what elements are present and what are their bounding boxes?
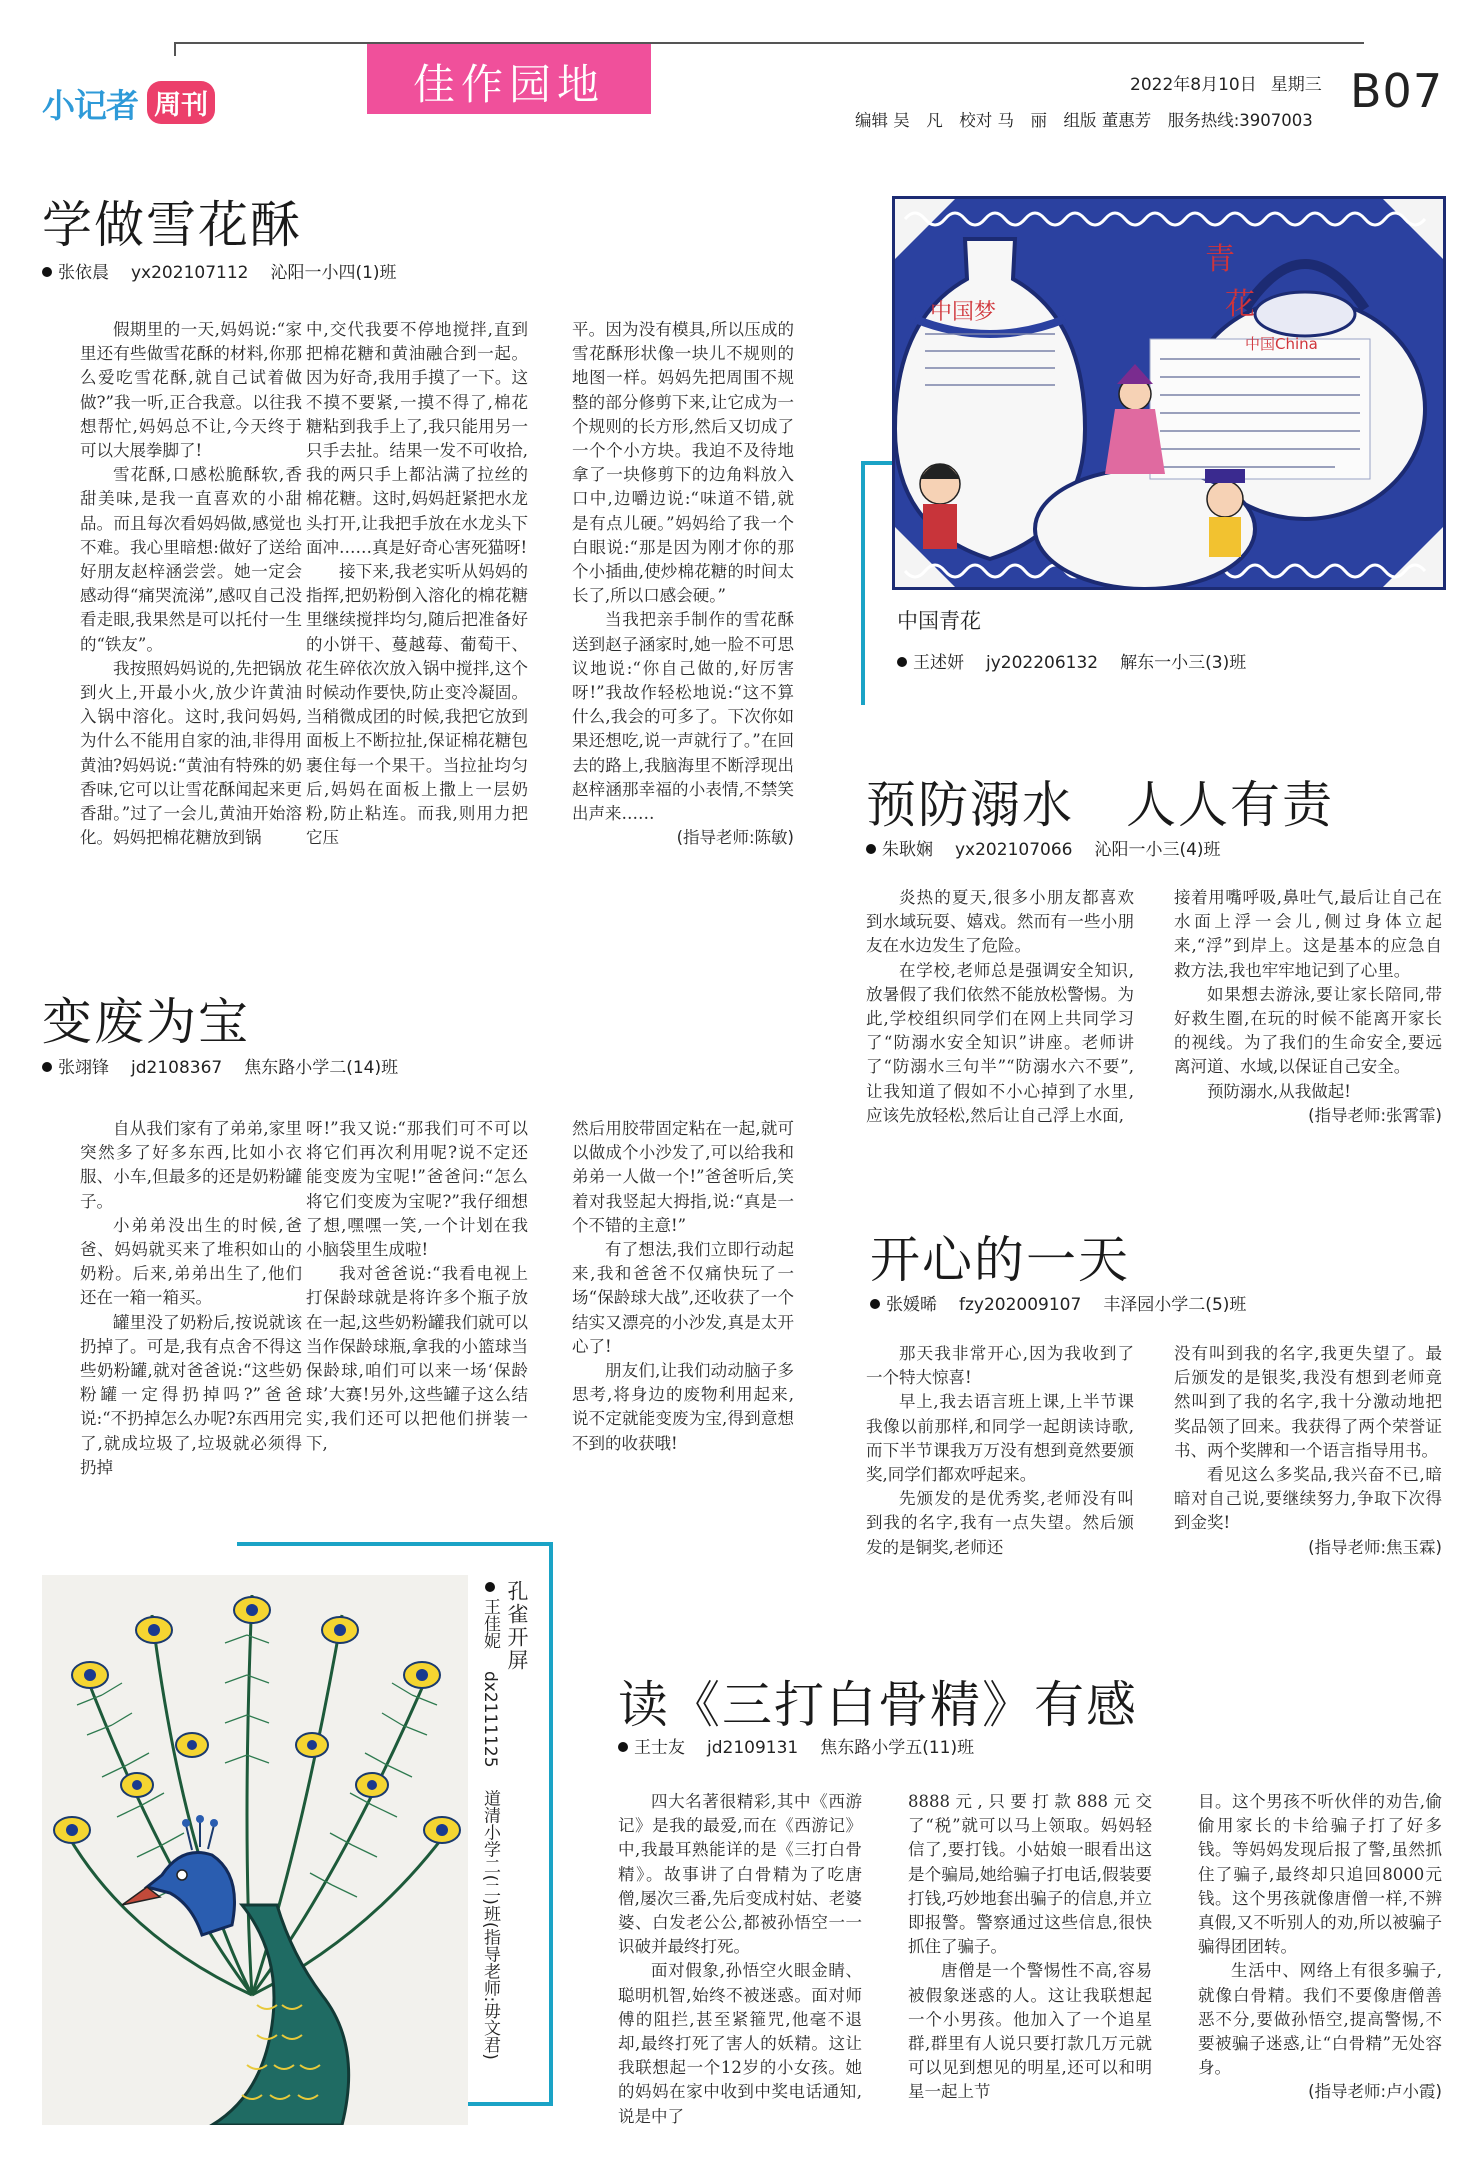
author-school: 沁阳一小三(4)班 — [1094, 840, 1221, 860]
paragraph: 唐僧是一个警惕性不高,容易被假象迷惑的人。这让我联想起一个小男孩。他加入了一个追星群,群里有人说只要打款几万元就可以见到想见的明星,还可以和明星一起上节 — [908, 1961, 1152, 2102]
bullet-dot — [866, 844, 876, 854]
author-id: jy202206132 — [986, 653, 1099, 673]
bullet-dot — [42, 267, 52, 277]
logo-text: 小记者 — [42, 86, 138, 125]
teacher-credit: (指导老师:卢小霞) — [1308, 2082, 1442, 2102]
paragraph: 接下来,我老实听从妈妈的指挥,把奶粉倒入溶化的棉花糖里继续搅拌均匀,随后把准备好的小饼干、蔓越莓、葡萄干、花生碎依次放入锅中搅拌,这个时候动作要快,防止变冷凝固。当稍微成团的时候,我把它放到面板上不断拉扯,保证棉花糖包裹住每一个果干。当拉扯均匀后,妈妈在面板上撒上一层奶粉,防止粘连。而我,则用力把它压 — [306, 562, 528, 848]
art-label-zhongguomeng: 中国梦 — [930, 300, 997, 325]
paragraph: 然后用胶带固定粘在一起,就可以做成个小沙发了,可以给我和弟弟一人做一个!”爸爸听后,笑着对我竖起大拇指,说:“真是一个不错的主意!” — [572, 1119, 794, 1235]
article-title: 学做雪花酥 — [42, 196, 302, 254]
author-school: 丰泽园小学二(5)班 — [1103, 1295, 1247, 1315]
article-title: 变废为宝 — [42, 993, 250, 1051]
article-byline — [618, 1733, 974, 1758]
author-id: fzy202009107 — [959, 1295, 1082, 1315]
paragraph: 8888元,只要打款888元交了“税”就可以马上领取。妈妈轻信了,要打钱。小姑娘一眼看出这是个骗局,她给骗子打电话,假装要打钱,巧妙地套出骗子的信息,并立即报警。警察通过这些信息,很快抓住了骗子。 — [908, 1792, 1152, 1957]
article-column — [866, 1342, 1134, 1560]
author-id: jd2108367 — [131, 1058, 223, 1078]
article-byline — [42, 258, 397, 283]
author-school: 焦东路小学二(14)班 — [244, 1058, 399, 1078]
paragraph: 先颁发的是优秀奖,老师没有叫到我的名字,我有一点失望。然后颁发的是铜奖,老师还 — [866, 1489, 1134, 1557]
author-school: 焦东路小学五(11)班 — [820, 1738, 975, 1758]
paragraph: 我按照妈妈说的,先把锅放到火上,开最小火,放少许黄油入锅中溶化。这时,我问妈妈,为什么不能用自家的油,非得用黄油?妈妈说:“黄油有特殊的奶香味,它可以让雪花酥闻起来更香甜。”过了一会儿,黄油开始溶化。妈妈把棉花糖放到锅 — [80, 658, 302, 848]
paragraph: 平。因为没有模具,所以压成的雪花酥形状像一块儿不规则的地图一样。妈妈先把周围不规整的部分修剪下来,让它成为一个规则的长方形,然后又切成了一个个小方块。我迫不及待地拿了一块修剪下的边角料放入口中,边嚼边说:“味道不错,就是有点儿硬。”妈妈给了我一个白眼说:“那是因为刚才你的那个小插曲,使炒棉花糖的时间太长了,所以口感会硬。” — [572, 320, 794, 606]
article-column — [1174, 1342, 1442, 1560]
porcelain-drawing — [895, 199, 1443, 587]
author-name: 张依晨 — [58, 263, 109, 283]
artwork-byline — [478, 1582, 503, 2060]
paragraph: 接着用嘴呼吸,鼻吐气,最后让自己在水面上浮一会儿,侧过身体立起来,“浮”到岸上。这是基本的应急自救方法,我也牢牢地记到了心里。 — [1174, 888, 1442, 980]
author-name: 王佳妮 — [480, 1598, 500, 1649]
bullet-dot — [618, 1742, 628, 1752]
paragraph: 我对爸爸说:“我看电视上打保龄球就是将许多个瓶子放在一起,这些奶粉罐我们就可以当作保龄球瓶,拿我的小篮球当保龄球,咱们可以来一场‘保龄球’大赛!另外,这些罐子这么结实,我们还可以把他们拼装一下, — [306, 1264, 528, 1453]
teacher-credit: (指导老师:张霄霏) — [1308, 1105, 1442, 1125]
paragraph: 假期里的一天,妈妈说:“家里还有些做雪花酥的材料,你那么爱吃雪花酥,就自己试着做做?”我一听,正合我意。以往我想帮忙,妈妈总不让,今天终于可以大展拳脚了! — [80, 320, 302, 461]
paragraph: 罐里没了奶粉后,按说就该扔掉了。可是,我有点舍不得这些奶粉罐,就对爸爸说:“这些奶粉罐一定得扔掉吗?”爸爸说:“不扔掉怎么办呢?东西用完了,就成垃圾了,垃圾就必须得扔掉 — [80, 1312, 302, 1477]
paragraph: 那天我非常开心,因为我收到了一个特大惊喜! — [866, 1344, 1134, 1388]
paragraph: 炎热的夏天,很多小朋友都喜欢到水域玩耍、嬉戏。然而有一些小朋友在水边发生了危险。 — [866, 888, 1134, 956]
article-column — [572, 1117, 794, 1456]
bullet-dot — [897, 657, 907, 667]
paragraph: 当我把亲手制作的雪花酥送到赵子涵家时,她一脸不可思议地说:“你自己做的,好厉害呀!”我故作轻松地说:“这不算什么,我会的可多了。下次你如果还想吃,说一声就行了。”在回去的路上,我脑海里不断浮现出赵梓涵那幸福的小表情,不禁笑出声来…… — [572, 610, 794, 824]
text-panel — [1150, 339, 1370, 479]
article-title: 预防溺水 人人有责 — [866, 776, 1334, 834]
artwork-caption: 孔雀开屏 — [505, 1580, 529, 1672]
date-text: 2022年8月10日 — [1130, 75, 1257, 95]
weekday-text: 星期三 — [1270, 75, 1322, 95]
paragraph: 在学校,老师总是强调安全知识,放暑假了我们依然不能放松警惕。为此,学校组织同学们在网上共同学习了“防溺水安全知识”讲座。老师讲了“防溺水三句半”“防溺水六不要”,让我知道了假如不小心掉到了水里,应该先放轻松,然后让自己浮上水面, — [866, 960, 1134, 1125]
art-label-china: 中国China — [1245, 335, 1318, 353]
bullet-dot — [870, 1299, 880, 1309]
article-column — [306, 1117, 528, 1456]
paragraph: 呀!”我又说:“那我们可不可以将它们再次利用呢?说不定还能变废为宝呢!”爸爸问:“怎么将它们变废为宝呢?”我仔细想了想,嘿嘿一笑,一个计划在我小脑袋里生成啦! — [306, 1119, 528, 1260]
paragraph: 没有叫到我的名字,我更失望了。最后颁发的是银奖,我没有想到老师竟然叫到了我的名字,我十分激动地把奖品领了回来。我获得了两个荣誉证书、两个奖牌和一个语言指导用书。 — [1174, 1344, 1442, 1460]
artwork-peacock — [42, 1575, 468, 2125]
paragraph: 预防溺水,从我做起! — [1207, 1081, 1351, 1101]
peacock-drawing — [42, 1575, 468, 2125]
teapot-lid — [1255, 292, 1355, 336]
article-column — [1174, 886, 1442, 1128]
author-school: 道清小学二(二)班 — [480, 1789, 500, 1922]
logo-badge: 周刊 — [147, 81, 215, 124]
author-name: 朱耿娴 — [882, 840, 933, 860]
staff-line: 编辑 吴 凡 校对 马 丽 组版 董惠芳 服务热线:3907003 — [855, 111, 1313, 130]
bullet-dot — [485, 1582, 495, 1592]
article-column — [572, 318, 794, 850]
author-school: 沁阳一小四(1)班 — [270, 263, 397, 283]
section-title: 佳作园地 — [412, 60, 605, 109]
teacher-credit: (指导老师:陈敏) — [676, 828, 794, 848]
article-byline — [42, 1053, 398, 1078]
bullet-dot — [42, 1062, 52, 1072]
figure-left — [920, 464, 960, 549]
article-column — [80, 318, 302, 850]
header-left-tick — [174, 42, 176, 56]
author-id: yx202107112 — [131, 263, 249, 283]
author-id: yx202107066 — [955, 840, 1073, 860]
paragraph: 有了想法,我们立即行动起来,我和爸爸不仅痛快玩了一场“保龄球大战”,还收获了一个结实又漂亮的小沙发,真是太开心了! — [572, 1240, 794, 1356]
article-title: 读《三打白骨精》有感 — [618, 1676, 1138, 1734]
author-name: 王士友 — [634, 1738, 685, 1758]
author-name: 张媛晞 — [886, 1295, 937, 1315]
article-column — [1198, 1790, 1442, 2105]
header-top-rule — [174, 42, 1364, 44]
artwork-caption-vertical — [478, 1580, 538, 2100]
author-school: 解东一小三(3)班 — [1120, 653, 1247, 673]
author-id: jd2109131 — [707, 1738, 799, 1758]
logo — [42, 80, 215, 124]
article-column — [908, 1790, 1152, 2105]
teacher-credit: (指导老师:毋文君) — [480, 1921, 500, 2060]
paragraph: 如果想去游泳,要让家长陪同,带好救生圈,在玩的时候不能离开家长的视线。为了我们的生命安全,要远离河道、水域,以保证自己安全。 — [1174, 984, 1442, 1077]
paragraph: 早上,我去语言班上课,上半节课我像以前那样,和同学一起朗读诗歌,而下半节课我万万没有想到竟然要颁奖,同学们都欢呼起来。 — [866, 1392, 1134, 1485]
paragraph: 小弟弟没出生的时候,爸爸、妈妈就买来了堆积如山的奶粉。后来,弟弟出生了,他们还在一箱一箱买。 — [80, 1215, 302, 1308]
art-label-qing: 青 — [1205, 242, 1235, 277]
paragraph: 朋友们,让我们动动脑子多思考,将身边的废物利用起来,说不定就能变废为宝,得到意想不到的收获哦! — [572, 1361, 794, 1453]
article-column — [80, 1117, 302, 1480]
article-column — [866, 886, 1134, 1128]
article-column — [618, 1790, 862, 2129]
paragraph: 自从我们家有了弟弟,家里突然多了好多东西,比如小衣服、小车,但最多的还是奶粉罐子。 — [80, 1119, 302, 1211]
page-number: B07 — [1350, 64, 1444, 118]
article-byline — [866, 835, 1221, 860]
teacher-credit: (指导老师:焦玉霖) — [1308, 1537, 1442, 1557]
paragraph: 看见这么多奖品,我兴奋不已,暗暗对自己说,要继续努力,争取下次得到金奖! — [1174, 1465, 1442, 1533]
paragraph: 目。这个男孩不听伙伴的劝告,偷偷用家长的卡给骗子打了好多钱。等妈妈发现后报了警,虽然抓住了骗子,最终却只追回8000元钱。这个男孩就像唐僧一样,不辨真假,又不听别人的劝,所以被骗子骗得团团转。 — [1198, 1792, 1442, 1957]
artwork-byline — [897, 648, 1246, 673]
author-name: 张翊锋 — [58, 1058, 109, 1078]
article-title: 开心的一天 — [870, 1231, 1130, 1289]
issue-date — [1130, 70, 1322, 95]
article-column — [306, 318, 528, 850]
paragraph: 四大名著很精彩,其中《西游记》是我的最爱,而在《西游记》中,我最耳熟能详的是《三打白骨精》。故事讲了白骨精为了吃唐僧,屡次三番,先后变成村姑、老婆婆、白发老公公,都被孙悟空一一识破并最终打死。 — [618, 1792, 862, 1957]
artwork-blue-white-porcelain — [892, 196, 1446, 590]
paragraph: 中,交代我要不停地搅拌,直到把棉花糖和黄油融合到一起。因为好奇,我用手摸了一下。这不摸不要紧,一摸不得了,棉花糖粘到我手上了,我只能用另一只手去扯。结果一发不可收拾,我的两只手上都沾满了拉丝的棉花糖。这时,妈妈赶紧把水龙头打开,让我把手放在水龙头下面冲……真是好奇心害死猫呀! — [306, 320, 528, 557]
paragraph: 雪花酥,口感松脆酥软,香甜美味,是我一直喜欢的小甜品。而且每次看妈妈做,感觉也不难。我心里暗想:做好了送给好朋友赵梓涵尝尝。她一定会感动得“痛哭流涕”,感叹自己没看走眼,我果然是可以托付一生的“铁友”。 — [80, 465, 302, 654]
author-name: 王述妍 — [913, 653, 964, 673]
artwork-caption: 中国青花 — [897, 609, 981, 633]
paragraph: 面对假象,孙悟空火眼金睛、聪明机智,始终不被迷惑。面对师傅的阻拦,甚至紧箍咒,他毫不退却,最终打死了害人的妖精。这让我联想起一个12岁的小女孩。她的妈妈在家中收到中奖电话通知,说是中了 — [618, 1961, 862, 2126]
background — [42, 1575, 468, 2125]
author-id: dx2111125 — [480, 1671, 500, 1768]
art-label-hua: 花 — [1225, 287, 1255, 322]
article-byline — [870, 1290, 1246, 1315]
paragraph: 生活中、网络上有很多骗子,就像白骨精。我们不要像唐僧善恶不分,要做孙悟空,提高警惕,不要被骗子迷惑,让“白骨精”无处容身。 — [1198, 1961, 1442, 2078]
